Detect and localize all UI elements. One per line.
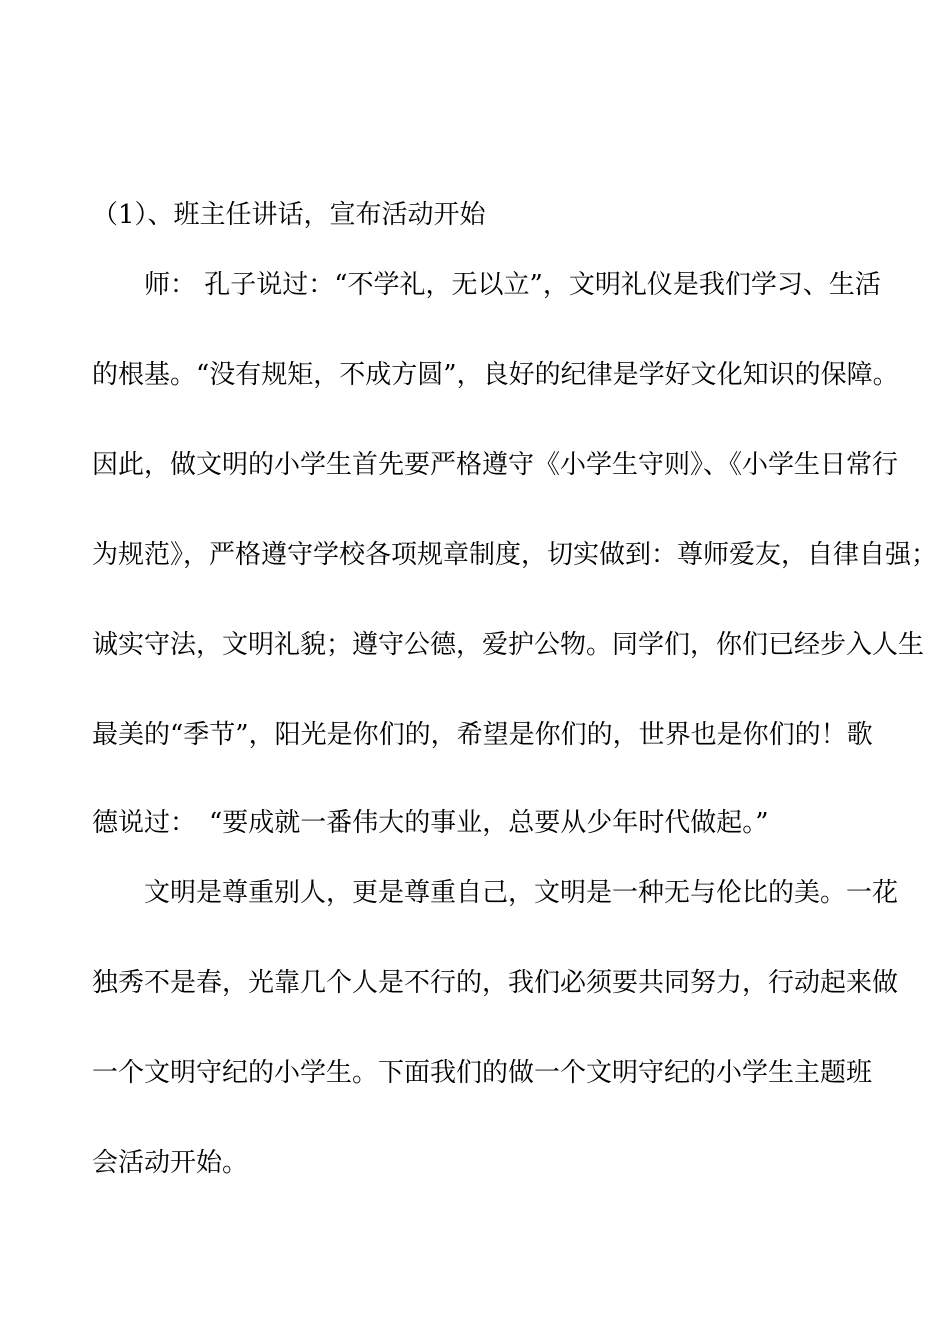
paragraph-1-line-2: 的根基。“没有规矩，不成方圆”，良好的纪律是学好文化知识的保障。 <box>92 360 899 390</box>
paragraph-1-line-1: 师： 孔子说过：“不学礼，无以立”，文明礼仪是我们学习、生活 <box>144 270 881 300</box>
paragraph-2-line-1: 文明是尊重别人，更是尊重自己，文明是一种无与伦比的美。一花 <box>144 878 899 908</box>
paragraph-1-line-3: 因此，做文明的小学生首先要严格遵守《小学生守则》、《小学生日常行 <box>92 450 899 480</box>
paragraph-2-line-3: 一个文明守纪的小学生。下面我们的做一个文明守纪的小学生主题班 <box>92 1058 873 1088</box>
paragraph-1-line-5: 诚实守法，文明礼貌；遵守公德，爱护公物。同学们，你们已经步入人生 <box>92 630 925 660</box>
section-heading: （1）、班主任讲话，宣布活动开始 <box>92 200 486 230</box>
paragraph-1-line-6: 最美的“季节”，阳光是你们的，希望是你们的，世界也是你们的！歌 <box>92 720 873 750</box>
paragraph-2-line-4: 会活动开始。 <box>92 1148 249 1178</box>
paragraph-1-line-7: 德说过： “要成就一番伟大的事业，总要从少年时代做起。” <box>92 808 769 838</box>
paragraph-2-line-2: 独秀不是春，光靠几个人是不行的，我们必须要共同努力，行动起来做 <box>92 968 899 998</box>
paragraph-1-line-4: 为规范》，严格遵守学校各项规章制度，切实做到：尊师爱友，自律自强； <box>92 540 938 570</box>
